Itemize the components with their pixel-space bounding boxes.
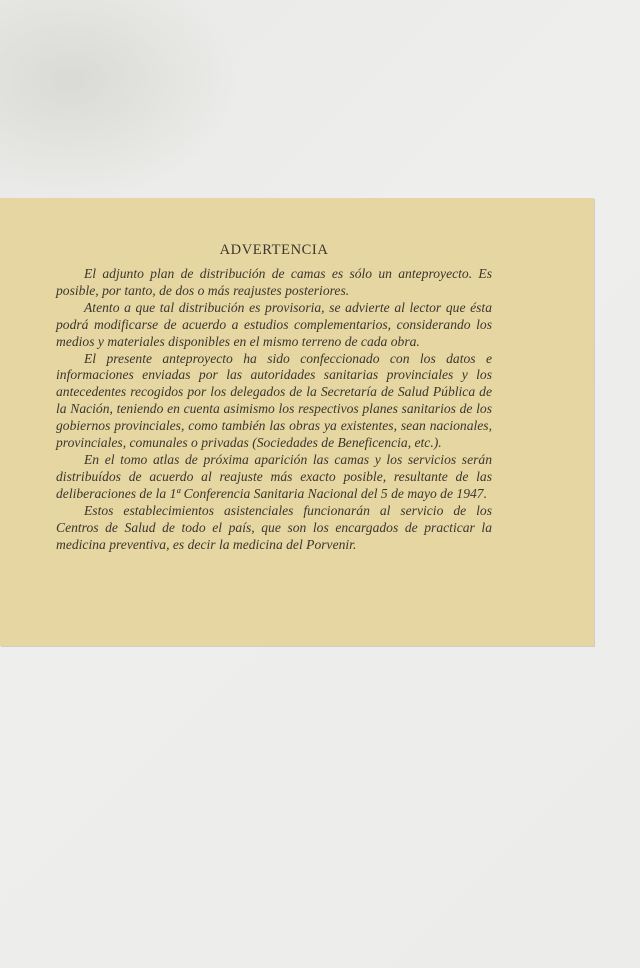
notice-paragraph-3: El presente anteproyecto ha sido confeccionado con los datos e informaciones enviadas por las autoridades sanitarias provinciales y los antecedentes recogidos por los delegados de la Secretaría de Salud Pública de la Nación, teniendo en cuenta asimismo los respectivos planes sanitarios de los gobiernos provinciales, como también las obras ya existentes, sean nacionales, provinciales, comunales o privadas (Sociedades de Beneficencia, etc.).: [56, 350, 492, 451]
notice-paragraph-2: Atento a que tal distribución es provisoria, se advierte al lector que ésta podrá modificarse de acuerdo a estudios complementarios, considerando los medios y materiales disponibles en el mismo terreno de cada obra.: [56, 299, 492, 349]
page-smudge: [0, 0, 240, 200]
notice-slip: [0, 198, 594, 646]
notice-paragraph-5: Estos establecimientos asistenciales funcionarán al servicio de los Centros de Salud de todo el país, que son los encargados de practicar la medicina preventiva, es decir la medicina del Porvenir.: [56, 502, 492, 552]
notice-paragraph-4: En el tomo atlas de próxima aparición las camas y los servicios serán distribuídos de acuerdo al reajuste más exacto posible, resultante de las deliberaciones de la 1ª Conferencia Sanitaria Nacional del 5 de mayo de 1947.: [56, 451, 492, 501]
notice-paragraph-1: El adjunto plan de distribución de camas es sólo un anteproyecto. Es posible, por tanto, de dos o más reajustes posteriores.: [56, 266, 492, 298]
notice-title: ADVERTENCIA: [219, 242, 329, 258]
notice-text-block: [56, 242, 492, 553]
